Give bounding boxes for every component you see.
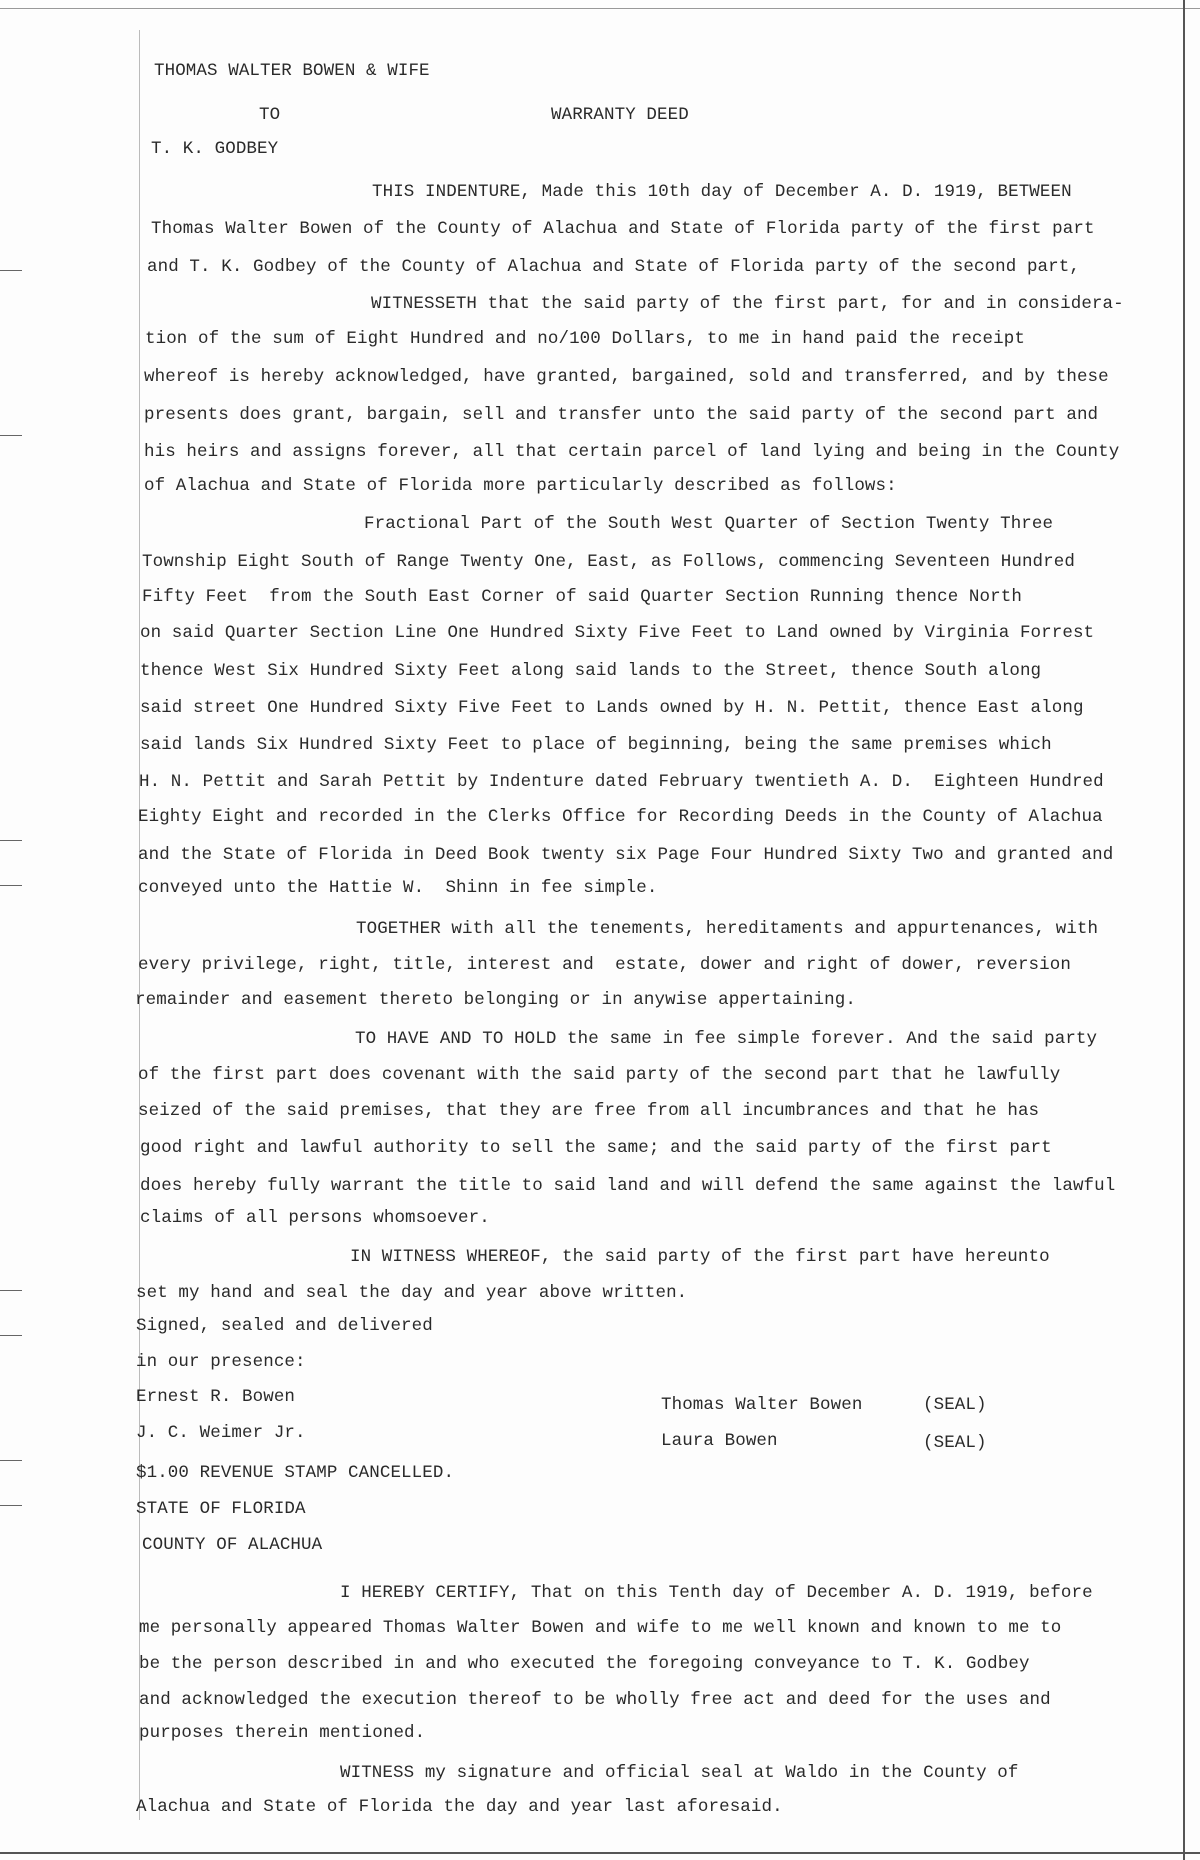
grantor-heading: THOMAS WALTER BOWEN & WIFE (154, 61, 430, 81)
deed-text-line: in our presence: (136, 1352, 306, 1372)
deed-text-line: Township Eight South of Range Twenty One, East, as Follows, commencing Seventeen Hundred (142, 552, 1075, 572)
deed-text-line: me personally appeared Thomas Walter Bowen and wife to me well known and known to me to (139, 1618, 1062, 1638)
deed-text-line: whereof is hereby acknowledged, have granted, bargained, sold and transferred, and by these (144, 367, 1109, 387)
deed-text-line: STATE OF FLORIDA (136, 1499, 306, 1519)
deed-text-line: Fractional Part of the South West Quarter of Section Twenty Three (364, 514, 1054, 534)
deed-text-line: Signed, sealed and delivered (136, 1316, 433, 1336)
deed-text-line: and T. K. Godbey of the County of Alachua and State of Florida party of the second part, (147, 257, 1080, 277)
binding-mark (0, 840, 22, 841)
deed-text-line: TO HAVE AND TO HOLD the same in fee simple forever. And the said party (355, 1029, 1098, 1049)
signature-name: Laura Bowen (661, 1431, 778, 1451)
deed-text-line: seized of the said premises, that they are free from all incumbrances and that he has (138, 1101, 1040, 1121)
deed-text-line: THIS INDENTURE, Made this 10th day of December A. D. 1919, BETWEEN (372, 182, 1072, 202)
deed-text-line: $1.00 REVENUE STAMP CANCELLED. (136, 1463, 455, 1483)
deed-text-line: thence West Six Hundred Sixty Feet along said lands to the Street, thence South along (140, 661, 1042, 681)
signature-name: Thomas Walter Bowen (661, 1395, 863, 1415)
binding-mark (0, 435, 22, 436)
deed-text-line: be the person described in and who executed the foregoing conveyance to T. K. Godbey (139, 1654, 1030, 1674)
deed-text-line: of the first part does covenant with the said party of the second part that he lawfully (138, 1065, 1061, 1085)
deed-text-line: and the State of Florida in Deed Book twenty six Page Four Hundred Sixty Two and granted and (138, 845, 1114, 865)
signature-seal: (SEAL) (923, 1395, 987, 1415)
deed-text-line: does hereby fully warrant the title to said land and will defend the same against the lawful (140, 1176, 1116, 1196)
binding-mark (0, 1335, 22, 1336)
deed-text-line: his heirs and assigns forever, all that certain parcel of land lying and being in the County (144, 442, 1120, 462)
deed-text-line: and acknowledged the execution thereof to be wholly free act and deed for the uses and (139, 1690, 1051, 1710)
deed-text-line: Thomas Walter Bowen of the County of Alachua and State of Florida party of the first part (151, 219, 1095, 239)
top-border (0, 8, 1200, 9)
grantee-heading: T. K. GODBEY (151, 139, 279, 159)
deed-text-line: TOGETHER with all the tenements, hereditaments and appurtenances, with (356, 919, 1099, 939)
deed-text-line: WITNESSETH that the said party of the first part, for and in considera- (371, 294, 1124, 314)
deed-text-line: said lands Six Hundred Sixty Feet to place of beginning, being the same premises which (140, 735, 1052, 755)
left-margin-line (139, 30, 140, 1820)
deed-text-line: Eighty Eight and recorded in the Clerks Office for Recording Deeds in the County of Alachua (138, 807, 1103, 827)
deed-text-line: COUNTY OF ALACHUA (142, 1535, 323, 1555)
deed-text-line: remainder and easement thereto belonging or in anywise appertaining. (135, 990, 856, 1010)
deed-text-line: Fifty Feet from the South East Corner of said Quarter Section Running thence North (142, 587, 1022, 607)
document-title: WARRANTY DEED (551, 105, 689, 125)
deed-text-line: good right and lawful authority to sell the same; and the said party of the first part (140, 1138, 1052, 1158)
deed-text-line: set my hand and seal the day and year above written. (136, 1283, 688, 1303)
deed-text-line: Alachua and State of Florida the day and year last aforesaid. (136, 1797, 783, 1817)
deed-text-line: of Alachua and State of Florida more particularly described as follows: (144, 476, 897, 496)
deed-text-line: purposes therein mentioned. (139, 1723, 426, 1743)
deed-text-line: conveyed unto the Hattie W. Shinn in fee simple. (138, 878, 658, 898)
deed-text-line: presents does grant, bargain, sell and transfer unto the said party of the second part and (144, 405, 1099, 425)
bottom-border (0, 1852, 1200, 1854)
signature-seal: (SEAL) (923, 1433, 987, 1453)
right-border (1183, 0, 1185, 1860)
deed-text-line: on said Quarter Section Line One Hundred Sixty Five Feet to Land owned by Virginia Forrest (140, 623, 1095, 643)
deed-text-line: J. C. Weimer Jr. (136, 1423, 306, 1443)
deed-text-line: I HEREBY CERTIFY, That on this Tenth day of December A. D. 1919, before (340, 1583, 1093, 1603)
binding-mark (0, 1290, 22, 1291)
binding-mark (0, 270, 22, 271)
binding-mark (0, 1505, 22, 1506)
deed-text-line: tion of the sum of Eight Hundred and no/100 Dollars, to me in hand paid the receipt (145, 329, 1025, 349)
deed-text-line: WITNESS my signature and official seal at Waldo in the County of (340, 1763, 1019, 1783)
deed-text-line: H. N. Pettit and Sarah Pettit by Indenture dated February twentieth A. D. Eighteen Hundred (139, 772, 1104, 792)
deed-text-line: IN WITNESS WHEREOF, the said party of the first part have hereunto (350, 1247, 1050, 1267)
deed-text-line: said street One Hundred Sixty Five Feet to Lands owned by H. N. Pettit, thence East along (140, 698, 1084, 718)
binding-mark (0, 885, 22, 886)
deed-text-line: claims of all persons whomsoever. (140, 1208, 490, 1228)
deed-text-line: every privilege, right, title, interest and estate, dower and right of dower, reversion (138, 955, 1071, 975)
deed-text-line: Ernest R. Bowen (136, 1387, 296, 1407)
to-heading: TO (259, 105, 281, 125)
binding-mark (0, 1460, 22, 1461)
